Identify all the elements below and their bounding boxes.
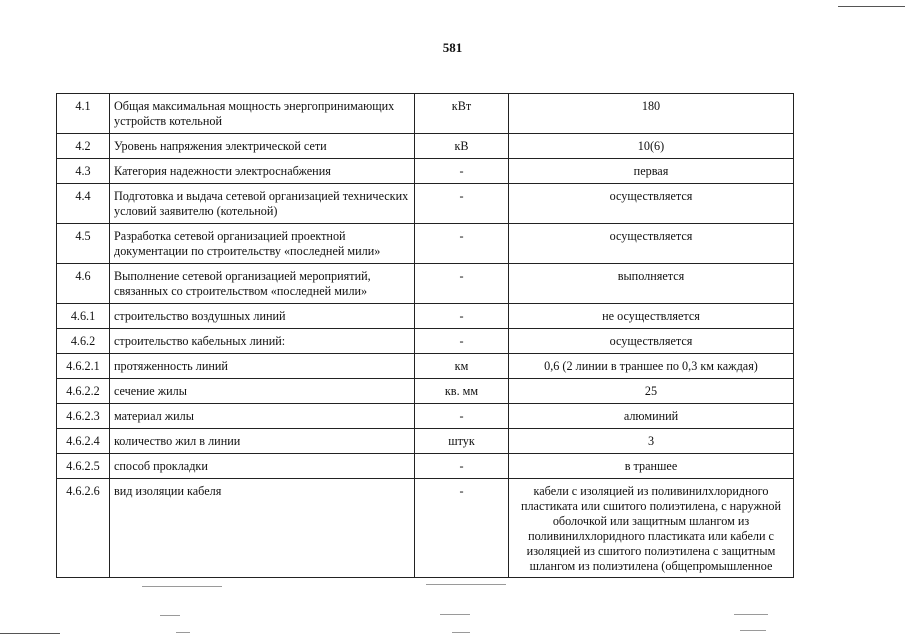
row-number: 4.6.1	[57, 304, 110, 329]
row-number: 4.1	[57, 94, 110, 134]
row-value: алюминий	[509, 404, 794, 429]
row-name: Категория надежности электроснабжения	[110, 159, 415, 184]
table-row	[57, 354, 794, 379]
row-unit: -	[415, 454, 509, 479]
table-row	[57, 429, 794, 454]
table-row	[57, 264, 794, 304]
row-number: 4.4	[57, 184, 110, 224]
row-value: 0,6 (2 линии в траншее по 0,3 км каждая)	[509, 354, 794, 379]
scan-artifact	[142, 586, 222, 587]
row-value: 3	[509, 429, 794, 454]
row-unit: кВ	[415, 134, 509, 159]
row-name: Общая максимальная мощность энергопринимающих устройств котельной	[110, 94, 415, 134]
row-number: 4.6.2.5	[57, 454, 110, 479]
row-number: 4.6.2.2	[57, 379, 110, 404]
row-unit: штук	[415, 429, 509, 454]
page-number: 581	[442, 40, 463, 55]
scan-artifact	[176, 632, 190, 633]
row-unit: -	[415, 404, 509, 429]
table-row	[57, 454, 794, 479]
specification-table	[56, 93, 794, 578]
row-number: 4.2	[57, 134, 110, 159]
scan-edge-line-bottom	[0, 633, 60, 634]
table-row	[57, 329, 794, 354]
row-unit: -	[415, 184, 509, 224]
row-name: строительство кабельных линий:	[110, 329, 415, 354]
row-name: протяженность линий	[110, 354, 415, 379]
row-unit: -	[415, 329, 509, 354]
scan-artifact	[452, 632, 470, 633]
row-unit: -	[415, 479, 509, 578]
table-row	[57, 184, 794, 224]
row-value: в траншее	[509, 454, 794, 479]
row-number: 4.6.2.6	[57, 479, 110, 578]
table-row	[57, 224, 794, 264]
scan-artifact	[440, 614, 470, 615]
row-number: 4.6.2.1	[57, 354, 110, 379]
row-unit: км	[415, 354, 509, 379]
row-name: вид изоляции кабеля	[110, 479, 415, 578]
scan-edge-line-top	[838, 6, 905, 7]
row-unit: -	[415, 304, 509, 329]
row-value: осуществляется	[509, 184, 794, 224]
row-name: материал жилы	[110, 404, 415, 429]
row-name: сечение жилы	[110, 379, 415, 404]
row-number: 4.6.2.4	[57, 429, 110, 454]
table-row	[57, 404, 794, 429]
row-name: строительство воздушных линий	[110, 304, 415, 329]
row-value: кабели с изоляцией из поливинилхлоридного пластиката или сшитого полиэтилена, с наружной оболочкой или защитным шлангом из поливинилхлоридного пластиката или кабели с изоляцией из сшитого полиэтилена с защитным шлангом из полиэтилена (общепромышленное	[509, 479, 794, 578]
row-name: Подготовка и выдача сетевой организацией технических условий заявителю (котельной)	[110, 184, 415, 224]
table-row	[57, 379, 794, 404]
scan-artifact	[426, 584, 506, 585]
row-name: Выполнение сетевой организацией мероприятий, связанных со строительством «последней мили»	[110, 264, 415, 304]
row-value: не осуществляется	[509, 304, 794, 329]
scan-artifact	[734, 614, 768, 615]
table-row	[57, 134, 794, 159]
row-value: первая	[509, 159, 794, 184]
row-name: Уровень напряжения электрической сети	[110, 134, 415, 159]
row-value: осуществляется	[509, 224, 794, 264]
row-number: 4.5	[57, 224, 110, 264]
row-name: количество жил в линии	[110, 429, 415, 454]
row-number: 4.6	[57, 264, 110, 304]
table-row	[57, 479, 794, 578]
row-unit: -	[415, 224, 509, 264]
row-unit: кв. мм	[415, 379, 509, 404]
row-name: способ прокладки	[110, 454, 415, 479]
scan-artifact	[740, 630, 766, 631]
scan-artifact	[160, 615, 180, 616]
row-value: 180	[509, 94, 794, 134]
row-unit: -	[415, 159, 509, 184]
row-value: осуществляется	[509, 329, 794, 354]
row-value: 25	[509, 379, 794, 404]
row-value: 10(6)	[509, 134, 794, 159]
table-row	[57, 94, 794, 134]
row-name: Разработка сетевой организацией проектной документации по строительству «последней мили»	[110, 224, 415, 264]
row-value: выполняется	[509, 264, 794, 304]
row-number: 4.6.2	[57, 329, 110, 354]
row-unit: -	[415, 264, 509, 304]
row-number: 4.3	[57, 159, 110, 184]
table-row	[57, 159, 794, 184]
row-unit: кВт	[415, 94, 509, 134]
row-number: 4.6.2.3	[57, 404, 110, 429]
table-row	[57, 304, 794, 329]
